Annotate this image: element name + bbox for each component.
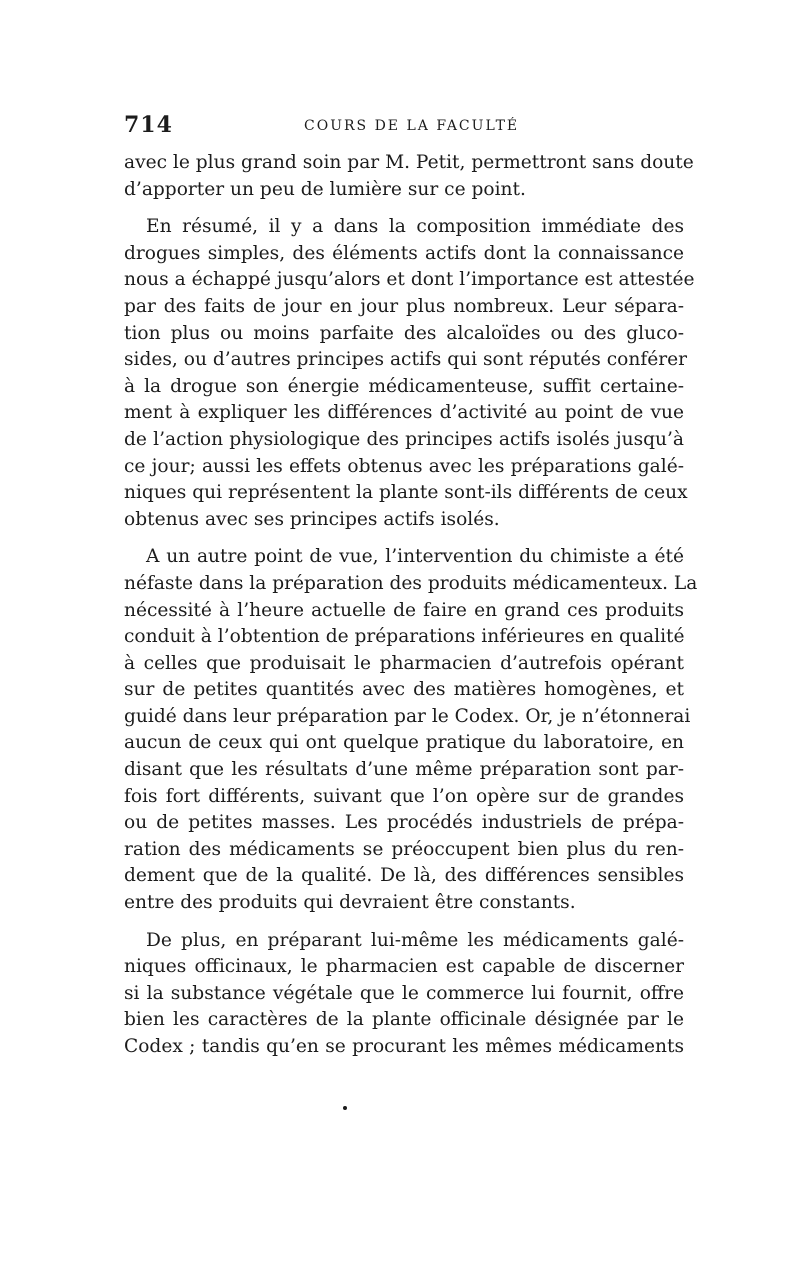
text-line: nous a échappé jusqu’alors et dont l’importance est attestée [124,269,695,291]
text-line: obtenus avec ses principes actifs isolés. [124,508,500,530]
text-line: néfaste dans la préparation des produits médicamenteux. La [124,572,698,594]
page-header [124,112,684,142]
text-line: sur de petites quantités avec des matières homogènes, et [124,679,684,701]
running-head: COURS DE LA FACULTÉ [304,118,520,134]
text-line: drogues simples, des éléments actifs dont la connaissance [124,242,684,264]
text-line: avec le plus grand soin par M. Petit, permettront sans doute [124,152,694,173]
text-line: Codex ; tandis qu’en se procurant les mêmes médicaments [124,1036,684,1057]
text-line: à celles que produisait le pharmacien d’autrefois opérant [124,652,684,674]
paragraph-2 [124,214,695,533]
text-line: à la drogue son énergie médicamenteuse, suffit certaine- [124,375,684,397]
paragraph-1 [124,150,694,203]
text-line: A un autre point de vue, l’intervention du chimiste a été [146,546,684,568]
text-line: guidé dans leur préparation par le Codex. Or, je n’étonnerai [124,705,691,727]
text-line: de l’action physiologique des principes actifs isolés jusqu’à [124,428,684,450]
text-line: dement que de la qualité. De là, des différences sensibles [124,865,684,887]
text-line: d’apporter un peu de lumière sur ce point. [124,178,526,200]
text-line: aucun de ceux qui ont quelque pratique du laboratoire, en [124,732,684,754]
paragraph-4 [124,928,684,1061]
text-line: De plus, en préparant lui-même les médicaments galé- [146,929,684,951]
body-text [124,150,698,1061]
text-line: ce jour; aussi les effets obtenus avec les préparations galé- [124,455,684,477]
text-line: ration des médicaments se préoccupent bien plus du ren- [124,838,684,860]
text-line: ou de petites masses. Les procédés industriels de prépa- [124,812,684,834]
text-line: niques officinaux, le pharmacien est capable de discerner [124,956,684,978]
text-line: si la substance végétale que le commerce lui fournit, offre [124,982,684,1004]
print-mark [343,1106,347,1110]
text-line: bien les caractères de la plante officinale désignée par le [124,1009,684,1031]
text-line: niques qui représentent la plante sont-ils différents de ceux [124,482,688,504]
page-number: 714 [124,112,173,138]
text-line: conduit à l’obtention de préparations inférieures en qualité [124,626,685,648]
text-line: ment à expliquer les différences d’activité au point de vue [124,402,684,424]
text-line: tion plus ou moins parfaite des alcaloïdes ou des gluco- [124,322,684,344]
text-line: sides, ou d’autres principes actifs qui sont réputés conférer [124,349,687,371]
text-line: disant que les résultats d’une même préparation sont par- [124,759,684,781]
text-line: En résumé, il y a dans la composition immédiate des [146,216,684,238]
text-line: fois fort différents, suivant que l’on opère sur de grandes [124,785,684,807]
paragraph-3 [124,544,698,916]
text-line: par des faits de jour en jour plus nombreux. Leur sépara- [124,295,684,317]
text-line: nécessité à l’heure actuelle de faire en grand ces produits [124,599,684,621]
text-line: entre des produits qui devraient être constants. [124,892,576,914]
